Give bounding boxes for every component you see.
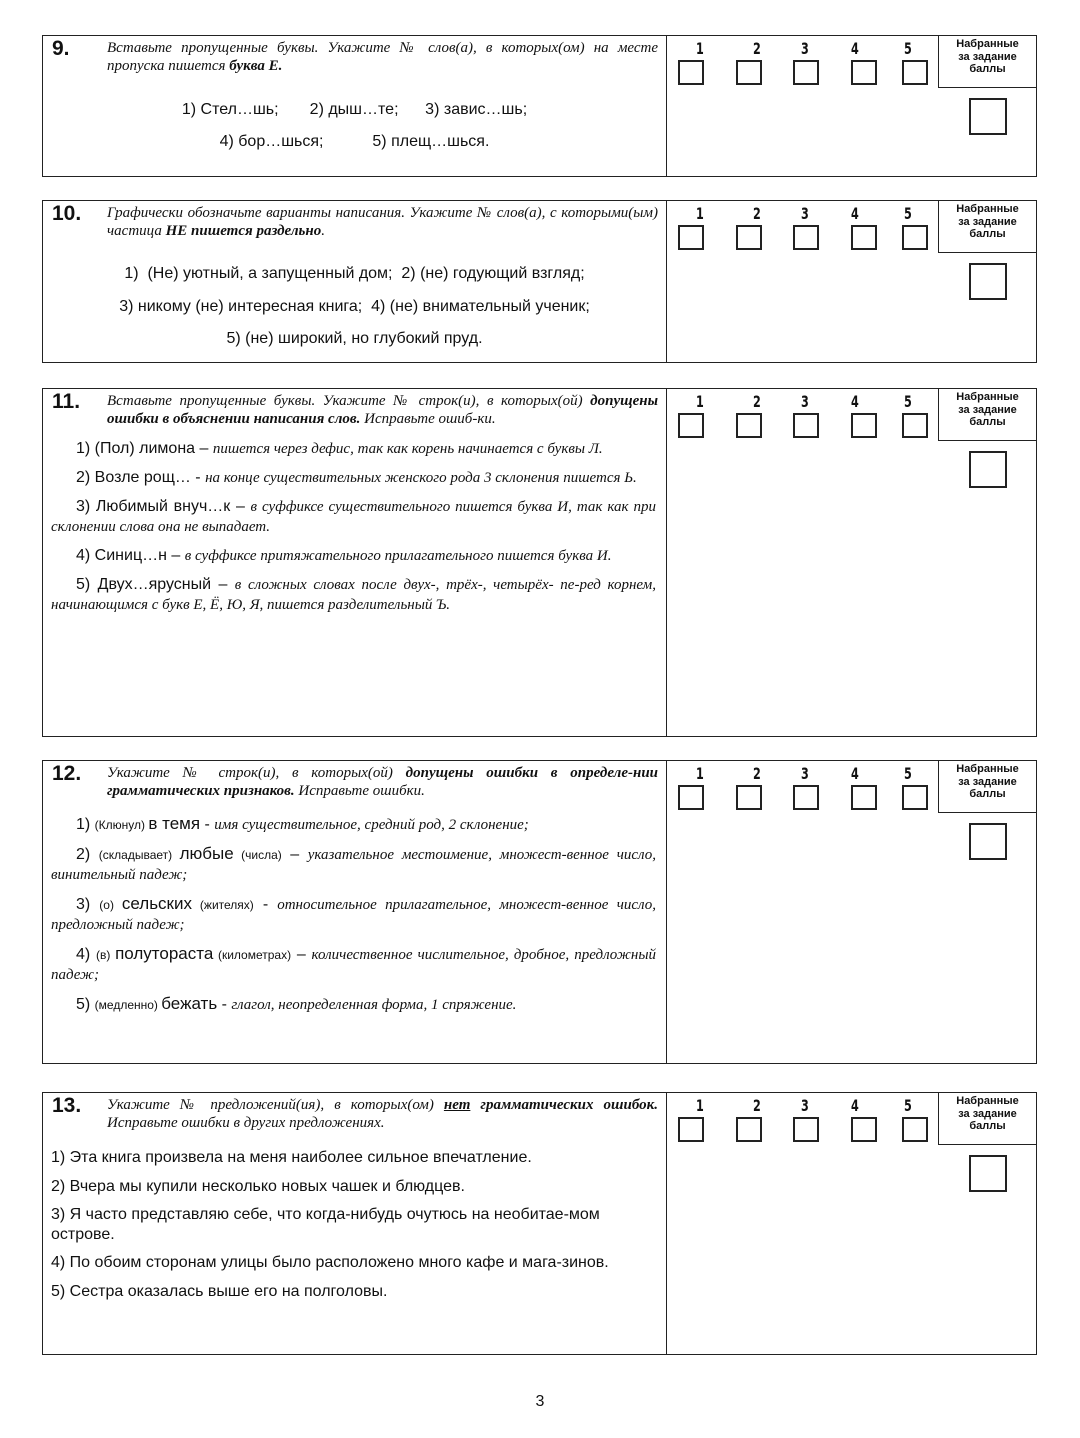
answer-number: 1 bbox=[696, 1096, 704, 1115]
score-label-line: баллы bbox=[969, 788, 1006, 800]
word-line: 4) бор…шься; 5) плещ…шься. bbox=[219, 133, 490, 150]
answer-checkbox[interactable] bbox=[678, 785, 704, 810]
list-item: 4) Синиц…н – в суффиксе притяжательного прилагательного пишется буква И. bbox=[76, 547, 612, 564]
task-13-content bbox=[43, 1093, 667, 1354]
task-9 bbox=[42, 35, 1037, 177]
task-12 bbox=[42, 760, 1037, 1064]
score-label-line: баллы bbox=[969, 1120, 1006, 1132]
list-item bbox=[51, 944, 656, 985]
sentence-list bbox=[43, 1148, 666, 1301]
item-dash: – bbox=[281, 846, 308, 863]
answer-number: 4 bbox=[851, 764, 859, 783]
answer-checkbox[interactable] bbox=[902, 1117, 928, 1142]
answer-number: 3 bbox=[801, 764, 809, 783]
answer-number: 4 bbox=[851, 39, 859, 58]
sentence: 1) Эта книга произвела на меня наиболее сильное впечатление. bbox=[51, 1149, 532, 1166]
task-13 bbox=[42, 1092, 1037, 1355]
item-post: (километрах) bbox=[213, 948, 292, 962]
item-word: бежать bbox=[161, 994, 218, 1013]
answer-checkbox[interactable] bbox=[736, 60, 762, 85]
score-label-line: баллы bbox=[969, 63, 1006, 75]
list-item: 2) Возле рощ… - на конце существительных женского рода 3 склонения пишется Ь. bbox=[76, 469, 637, 486]
answer-checkbox[interactable] bbox=[678, 225, 704, 250]
item-expl: относительное прилагательное, множест-венное число, предложный падеж; bbox=[51, 897, 657, 933]
item-pre: (Клюнул) bbox=[94, 818, 149, 832]
score-label-line: за задание bbox=[958, 1107, 1017, 1120]
answer-checkbox[interactable] bbox=[851, 413, 877, 438]
answer-options bbox=[667, 36, 941, 96]
sentence: 4) По обоим сторонам улицы было расположено много кафе и мага-зинов. bbox=[51, 1254, 609, 1271]
answer-number: 3 bbox=[801, 392, 809, 411]
score-label-line: Набранные bbox=[956, 763, 1019, 775]
list-item: 1) (Пол) лимона – пишется через дефис, так как корень начинается с буквы Л. bbox=[76, 440, 603, 457]
item-expl: имя существительное, средний род, 2 склонение; bbox=[214, 817, 529, 833]
sentence: 3) Я часто представляю себе, что когда-нибудь очутюсь на необитае-мом острове. bbox=[51, 1206, 600, 1243]
list-item bbox=[51, 894, 656, 935]
item-post: (числа) bbox=[233, 848, 282, 862]
answer-panel bbox=[667, 389, 1036, 736]
answer-number: 1 bbox=[696, 204, 704, 223]
item-list bbox=[43, 814, 666, 1015]
answer-number: 3 bbox=[801, 1096, 809, 1115]
answer-options bbox=[667, 1093, 941, 1153]
score-label-line: баллы bbox=[969, 416, 1006, 428]
page-number: 3 bbox=[535, 1393, 545, 1410]
word-line: 1) (Не) уютный, а запущенный дом; 2) (не) годующий взгляд; bbox=[124, 265, 585, 282]
list-item bbox=[51, 814, 656, 835]
score-label-line: Набранные bbox=[956, 1095, 1019, 1107]
answer-number: 4 bbox=[851, 392, 859, 411]
item-word: любые bbox=[179, 844, 234, 863]
task-11 bbox=[42, 388, 1037, 737]
answer-panel bbox=[667, 1093, 1036, 1354]
task-instruction: Вставьте пропущенные буквы. Укажите № слов(а), в которых(ом) на месте пропуска пишется буква Е. bbox=[107, 40, 658, 74]
word-list bbox=[43, 258, 666, 356]
answer-checkbox[interactable] bbox=[902, 225, 928, 250]
score-label-line: за задание bbox=[958, 215, 1017, 228]
list-item bbox=[51, 844, 656, 885]
answer-options bbox=[667, 761, 941, 821]
task-number: 12. bbox=[52, 762, 82, 785]
item-num: 4) bbox=[76, 946, 97, 963]
item-pre: (в) bbox=[96, 948, 116, 962]
answer-number: 5 bbox=[904, 39, 912, 58]
score-label-line: баллы bbox=[969, 228, 1006, 240]
item-list bbox=[43, 439, 666, 615]
answer-number: 2 bbox=[753, 39, 761, 58]
score-label-line: Набранные bbox=[956, 203, 1019, 215]
answer-number: 1 bbox=[696, 39, 704, 58]
answer-panel bbox=[667, 761, 1036, 1063]
answer-number: 3 bbox=[801, 204, 809, 223]
item-expl: указательное местоимение, множест-венное число, винительный падеж; bbox=[51, 847, 656, 883]
item-pre: (о) bbox=[99, 898, 122, 912]
item-dash: - bbox=[217, 996, 232, 1013]
score-label-line: за задание bbox=[958, 775, 1017, 788]
answer-number: 2 bbox=[753, 392, 761, 411]
item-dash: - bbox=[253, 896, 278, 913]
answer-checkbox[interactable] bbox=[736, 1117, 762, 1142]
item-dash: - bbox=[200, 816, 215, 833]
list-item: 5) Двух…ярусный – в сложных словах после двух-, трёх-, четырёх- пе-ред корнем, начинающимся с букв Е, Ё, Ю, Я, пишется разделительный Ъ. bbox=[51, 576, 657, 613]
list-item: 3) Любимый внуч…к – в суффиксе существительного пишется буква И, так как при склонении слова она не выпадает. bbox=[51, 498, 656, 535]
answer-options bbox=[667, 389, 941, 449]
answer-number: 2 bbox=[753, 204, 761, 223]
word-line: 1) Стел…шь; 2) дыш…те; 3) завис…шь; bbox=[181, 101, 528, 118]
score-label bbox=[938, 761, 1036, 813]
word-line: 3) никому (не) интересная книга; 4) (не) внимательный ученик; bbox=[119, 297, 590, 315]
score-label-line: Набранные bbox=[956, 391, 1019, 403]
answer-panel bbox=[667, 201, 1036, 362]
answer-number: 1 bbox=[696, 392, 704, 411]
list-item bbox=[51, 994, 656, 1015]
item-word: полутораста bbox=[115, 944, 214, 963]
answer-checkbox[interactable] bbox=[902, 785, 928, 810]
answer-number: 5 bbox=[904, 764, 912, 783]
task-instruction: Укажите № предложений(ия), в которых(ом) нет грамматических ошибок. Исправьте ошибки в других предложениях. bbox=[107, 1097, 658, 1131]
answer-checkbox[interactable] bbox=[793, 60, 819, 85]
answer-panel bbox=[667, 36, 1036, 176]
answer-checkbox[interactable] bbox=[678, 60, 704, 85]
answer-number: 2 bbox=[753, 1096, 761, 1115]
score-input-box[interactable] bbox=[969, 823, 1007, 860]
sentence: 5) Сестра оказалась выше его на полголовы. bbox=[51, 1282, 388, 1300]
answer-checkbox[interactable] bbox=[678, 413, 704, 438]
answer-checkbox[interactable] bbox=[851, 60, 877, 85]
task-number: 9. bbox=[52, 37, 70, 60]
score-label-line: за задание bbox=[958, 403, 1017, 416]
answer-number: 5 bbox=[904, 1096, 912, 1115]
answer-checkbox[interactable] bbox=[851, 785, 877, 810]
task-number: 10. bbox=[52, 202, 82, 225]
task-instruction: Вставьте пропущенные буквы. Укажите № строк(и), в которых(ой) допущены ошибки в объяснении написания слов. Исправьте ошиб-ки. bbox=[107, 393, 658, 427]
item-word: в темя bbox=[148, 814, 201, 833]
item-pre: (медленно) bbox=[94, 998, 162, 1012]
item-num: 5) bbox=[76, 996, 95, 1013]
task-number: 11. bbox=[52, 390, 81, 413]
answer-checkbox[interactable] bbox=[793, 785, 819, 810]
item-pre: (складывает) bbox=[98, 848, 180, 862]
item-expl: глагол, неопределенная форма, 1 спряжение. bbox=[231, 997, 517, 1013]
score-label bbox=[938, 201, 1036, 253]
item-num: 3) bbox=[76, 896, 100, 913]
answer-options bbox=[667, 201, 941, 261]
answer-checkbox[interactable] bbox=[736, 413, 762, 438]
score-label bbox=[938, 1093, 1036, 1145]
answer-number: 4 bbox=[851, 1096, 859, 1115]
answer-number: 2 bbox=[753, 764, 761, 783]
word-list bbox=[43, 94, 666, 158]
item-num: 2) bbox=[76, 846, 99, 863]
answer-checkbox[interactable] bbox=[902, 60, 928, 85]
item-num: 1) bbox=[76, 816, 95, 833]
answer-checkbox[interactable] bbox=[793, 225, 819, 250]
task-number: 13. bbox=[52, 1094, 82, 1117]
answer-checkbox[interactable] bbox=[736, 225, 762, 250]
score-input-box[interactable] bbox=[969, 98, 1007, 135]
answer-checkbox[interactable] bbox=[851, 225, 877, 250]
answer-checkbox[interactable] bbox=[793, 413, 819, 438]
item-word: сельских bbox=[121, 894, 192, 913]
task-9-content bbox=[43, 36, 667, 176]
task-10-content bbox=[43, 201, 667, 362]
answer-number: 5 bbox=[904, 392, 912, 411]
score-label bbox=[938, 36, 1036, 88]
task-12-content bbox=[43, 761, 667, 1063]
answer-number: 4 bbox=[851, 204, 859, 223]
task-instruction: Графически обозначьте варианты написания. Укажите № слов(а), с которыми(ым) частица НЕ пишется раздельно. bbox=[107, 205, 658, 239]
answer-checkbox[interactable] bbox=[793, 1117, 819, 1142]
answer-number: 3 bbox=[801, 39, 809, 58]
answer-number: 5 bbox=[904, 204, 912, 223]
score-label-line: за задание bbox=[958, 50, 1017, 63]
item-dash: – bbox=[291, 946, 312, 963]
answer-number: 1 bbox=[696, 764, 704, 783]
item-expl: количественное числительное, дробное, предложный падеж; bbox=[51, 947, 656, 983]
answer-checkbox[interactable] bbox=[851, 1117, 877, 1142]
item-post: (жителях) bbox=[192, 898, 254, 912]
answer-checkbox[interactable] bbox=[902, 413, 928, 438]
score-label bbox=[938, 389, 1036, 441]
answer-checkbox[interactable] bbox=[736, 785, 762, 810]
score-input-box[interactable] bbox=[969, 1155, 1007, 1192]
score-input-box[interactable] bbox=[969, 263, 1007, 300]
word-line: 5) (не) широкий, но глубокий пруд. bbox=[226, 330, 483, 347]
sentence: 2) Вчера мы купили несколько новых чашек и блюдцев. bbox=[51, 1177, 465, 1195]
task-10 bbox=[42, 200, 1037, 363]
task-instruction: Укажите № строк(и), в которых(ой) допущены ошибки в определе-нии грамматических признаков. Исправьте ошибки. bbox=[107, 765, 658, 799]
score-label-line: Набранные bbox=[956, 38, 1019, 50]
answer-checkbox[interactable] bbox=[678, 1117, 704, 1142]
score-input-box[interactable] bbox=[969, 451, 1007, 488]
task-11-content bbox=[43, 389, 667, 736]
